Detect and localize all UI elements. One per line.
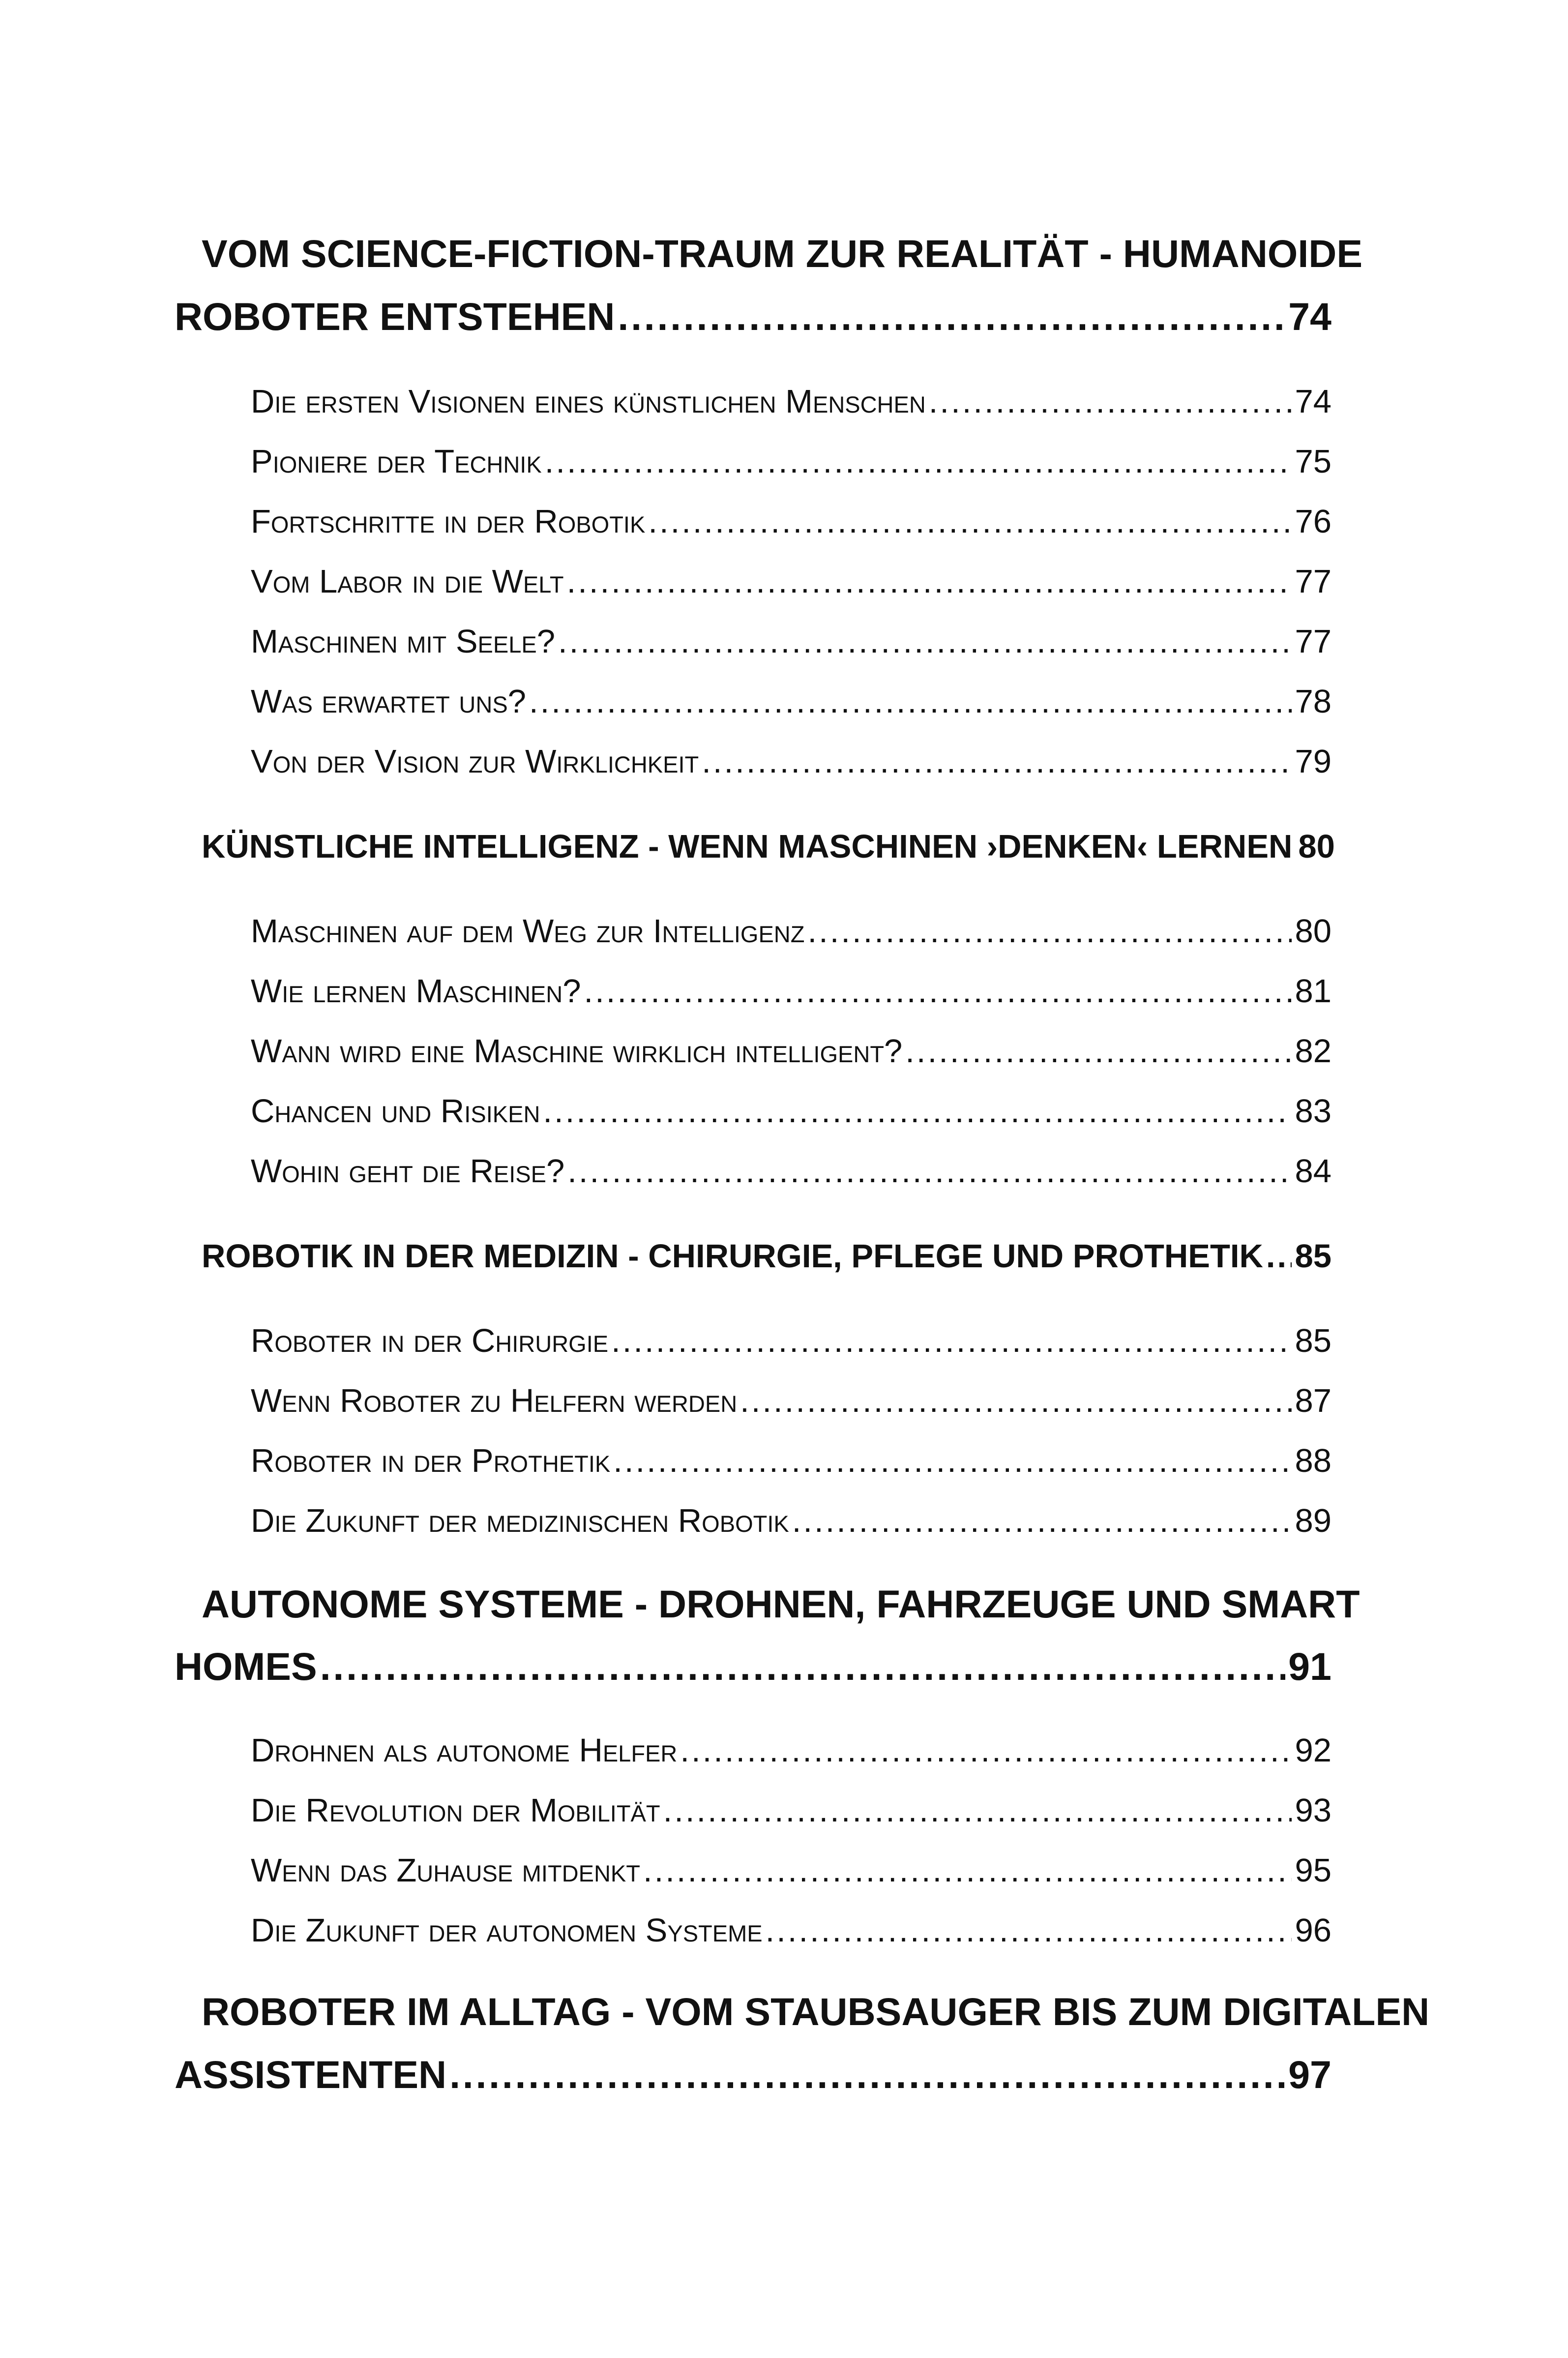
toc-dot-leader	[543, 1091, 1292, 1132]
toc-page-number: 95	[1295, 1852, 1331, 1889]
toc-page-number: 74	[1295, 383, 1331, 420]
toc-page-number: 80	[1295, 913, 1331, 950]
toc-chapter-title: ROBOTIK IN DER MEDIZIN - CHIRURGIE, PFLEGE UND PROTHETIK	[202, 1238, 1263, 1275]
toc-section-title: Vom Labor in die Welt	[251, 563, 564, 600]
toc-dot-leader	[643, 1850, 1292, 1891]
toc-chapter-title: KÜNSTLICHE INTELLIGENZ - WENN MASCHINEN ›DENKEN‹ LERNEN	[202, 828, 1293, 865]
toc-section-title: Wenn Roboter zu Helfern werden	[251, 1382, 738, 1419]
toc-section-title: Was erwartet uns?	[251, 683, 526, 720]
toc-section-title: Wann wird eine Maschine wirklich intelligent?	[251, 1033, 903, 1070]
toc-dot-leader	[618, 293, 1285, 340]
toc-section-title: Wohin geht die Reise?	[251, 1153, 565, 1190]
toc-dot-leader	[792, 1500, 1292, 1542]
toc-page-number: 74	[1288, 295, 1331, 338]
toc-section-title: Roboter in der Prothetik	[251, 1442, 611, 1479]
toc-chapter-title-line2: ASSISTENTEN	[175, 2053, 447, 2096]
toc-page-number: 92	[1295, 1732, 1331, 1769]
toc-section-title: Pioniere der Technik	[251, 443, 542, 480]
toc-chapter-title-line2-row	[175, 1643, 1331, 1690]
toc-page-number: 82	[1295, 1033, 1331, 1070]
toc-chapter-title-line1: VOM SCIENCE-FICTION-TRAUM ZUR REALITÄT - HUMANOIDE	[202, 232, 1363, 275]
toc-page-number: 96	[1295, 1912, 1331, 1949]
toc-section-title: Die ersten Visionen eines künstlichen Menschen	[251, 383, 926, 420]
toc-dot-leader	[766, 1910, 1292, 1951]
toc-dot-leader	[320, 1643, 1285, 1690]
toc-page-number: 77	[1295, 563, 1331, 600]
toc-page-number: 87	[1295, 1382, 1331, 1419]
toc-dot-leader	[449, 2051, 1285, 2098]
toc-section-title: Fortschritte in der Robotik	[251, 503, 646, 540]
toc-dot-leader	[611, 1320, 1292, 1362]
toc-dot-leader	[584, 971, 1292, 1012]
toc-dot-leader	[663, 1790, 1292, 1831]
toc-page-number: 85	[1295, 1322, 1331, 1359]
toc-dot-leader	[1266, 1236, 1292, 1277]
toc-page-number: 77	[1295, 623, 1331, 660]
toc-chapter-title-line2-row	[175, 293, 1331, 340]
toc-page-number: 85	[1295, 1238, 1331, 1275]
toc-section-title: Die Zukunft der autonomen Systeme	[251, 1912, 763, 1949]
toc-chapter-title-line1: ROBOTER IM ALLTAG - VOM STAUBSAUGER BIS ZUM DIGITALEN	[202, 1990, 1430, 2033]
toc-section-title: Die Zukunft der medizinischen Robotik	[251, 1502, 789, 1539]
toc-dot-leader	[905, 1031, 1292, 1072]
toc-chapter-title-line2-row	[175, 2051, 1331, 2098]
toc-page-number: 97	[1288, 2053, 1331, 2096]
toc-page-number: 80	[1298, 828, 1335, 865]
toc-dot-leader	[702, 741, 1292, 782]
toc-dot-leader	[807, 911, 1292, 952]
toc-chapter-title-line1: AUTONOME SYSTEME - DROHNEN, FAHRZEUGE UND SMART	[202, 1582, 1360, 1626]
toc-section-title: Wie lernen Maschinen?	[251, 973, 581, 1010]
toc-dot-leader	[567, 1151, 1292, 1192]
toc-dot-leader	[680, 1730, 1292, 1771]
toc-page-number: 81	[1295, 973, 1331, 1010]
toc-chapter-title-line2: HOMES	[175, 1644, 317, 1688]
toc-section-title: Maschinen mit Seele?	[251, 623, 555, 660]
toc-section-title: Von der Vision zur Wirklichkeit	[251, 743, 699, 780]
toc-chapter-title-line2: ROBOTER ENTSTEHEN	[175, 295, 615, 338]
toc-page-number: 79	[1295, 743, 1331, 780]
toc-section-title: Roboter in der Chirurgie	[251, 1322, 609, 1359]
toc-page-number: 78	[1295, 683, 1331, 720]
toc-page-number: 91	[1288, 1644, 1331, 1688]
toc-section-title: Die Revolution der Mobilität	[251, 1792, 660, 1829]
toc-dot-leader	[545, 441, 1292, 482]
toc-section-title: Drohnen als autonome Helfer	[251, 1732, 678, 1769]
toc-page-number: 75	[1295, 443, 1331, 480]
toc-dot-leader	[558, 621, 1292, 662]
toc-dot-leader	[648, 501, 1292, 542]
toc-page-number: 84	[1295, 1153, 1331, 1190]
toc-page-number: 76	[1295, 503, 1331, 540]
toc-dot-leader	[613, 1440, 1292, 1482]
toc-section-title: Chancen und Risiken	[251, 1093, 540, 1130]
toc-dot-leader	[529, 681, 1292, 722]
toc-section-title: Maschinen auf dem Weg zur Intelligenz	[251, 913, 805, 950]
toc-dot-leader	[740, 1380, 1292, 1422]
toc-page-number: 88	[1295, 1442, 1331, 1479]
toc-page-number: 93	[1295, 1792, 1331, 1829]
toc-section-title: Wenn das Zuhause mitdenkt	[251, 1852, 640, 1889]
toc-dot-leader	[567, 561, 1292, 602]
toc-page-number: 89	[1295, 1502, 1331, 1539]
toc-dot-leader	[929, 381, 1292, 422]
toc-page-number: 83	[1295, 1093, 1331, 1130]
